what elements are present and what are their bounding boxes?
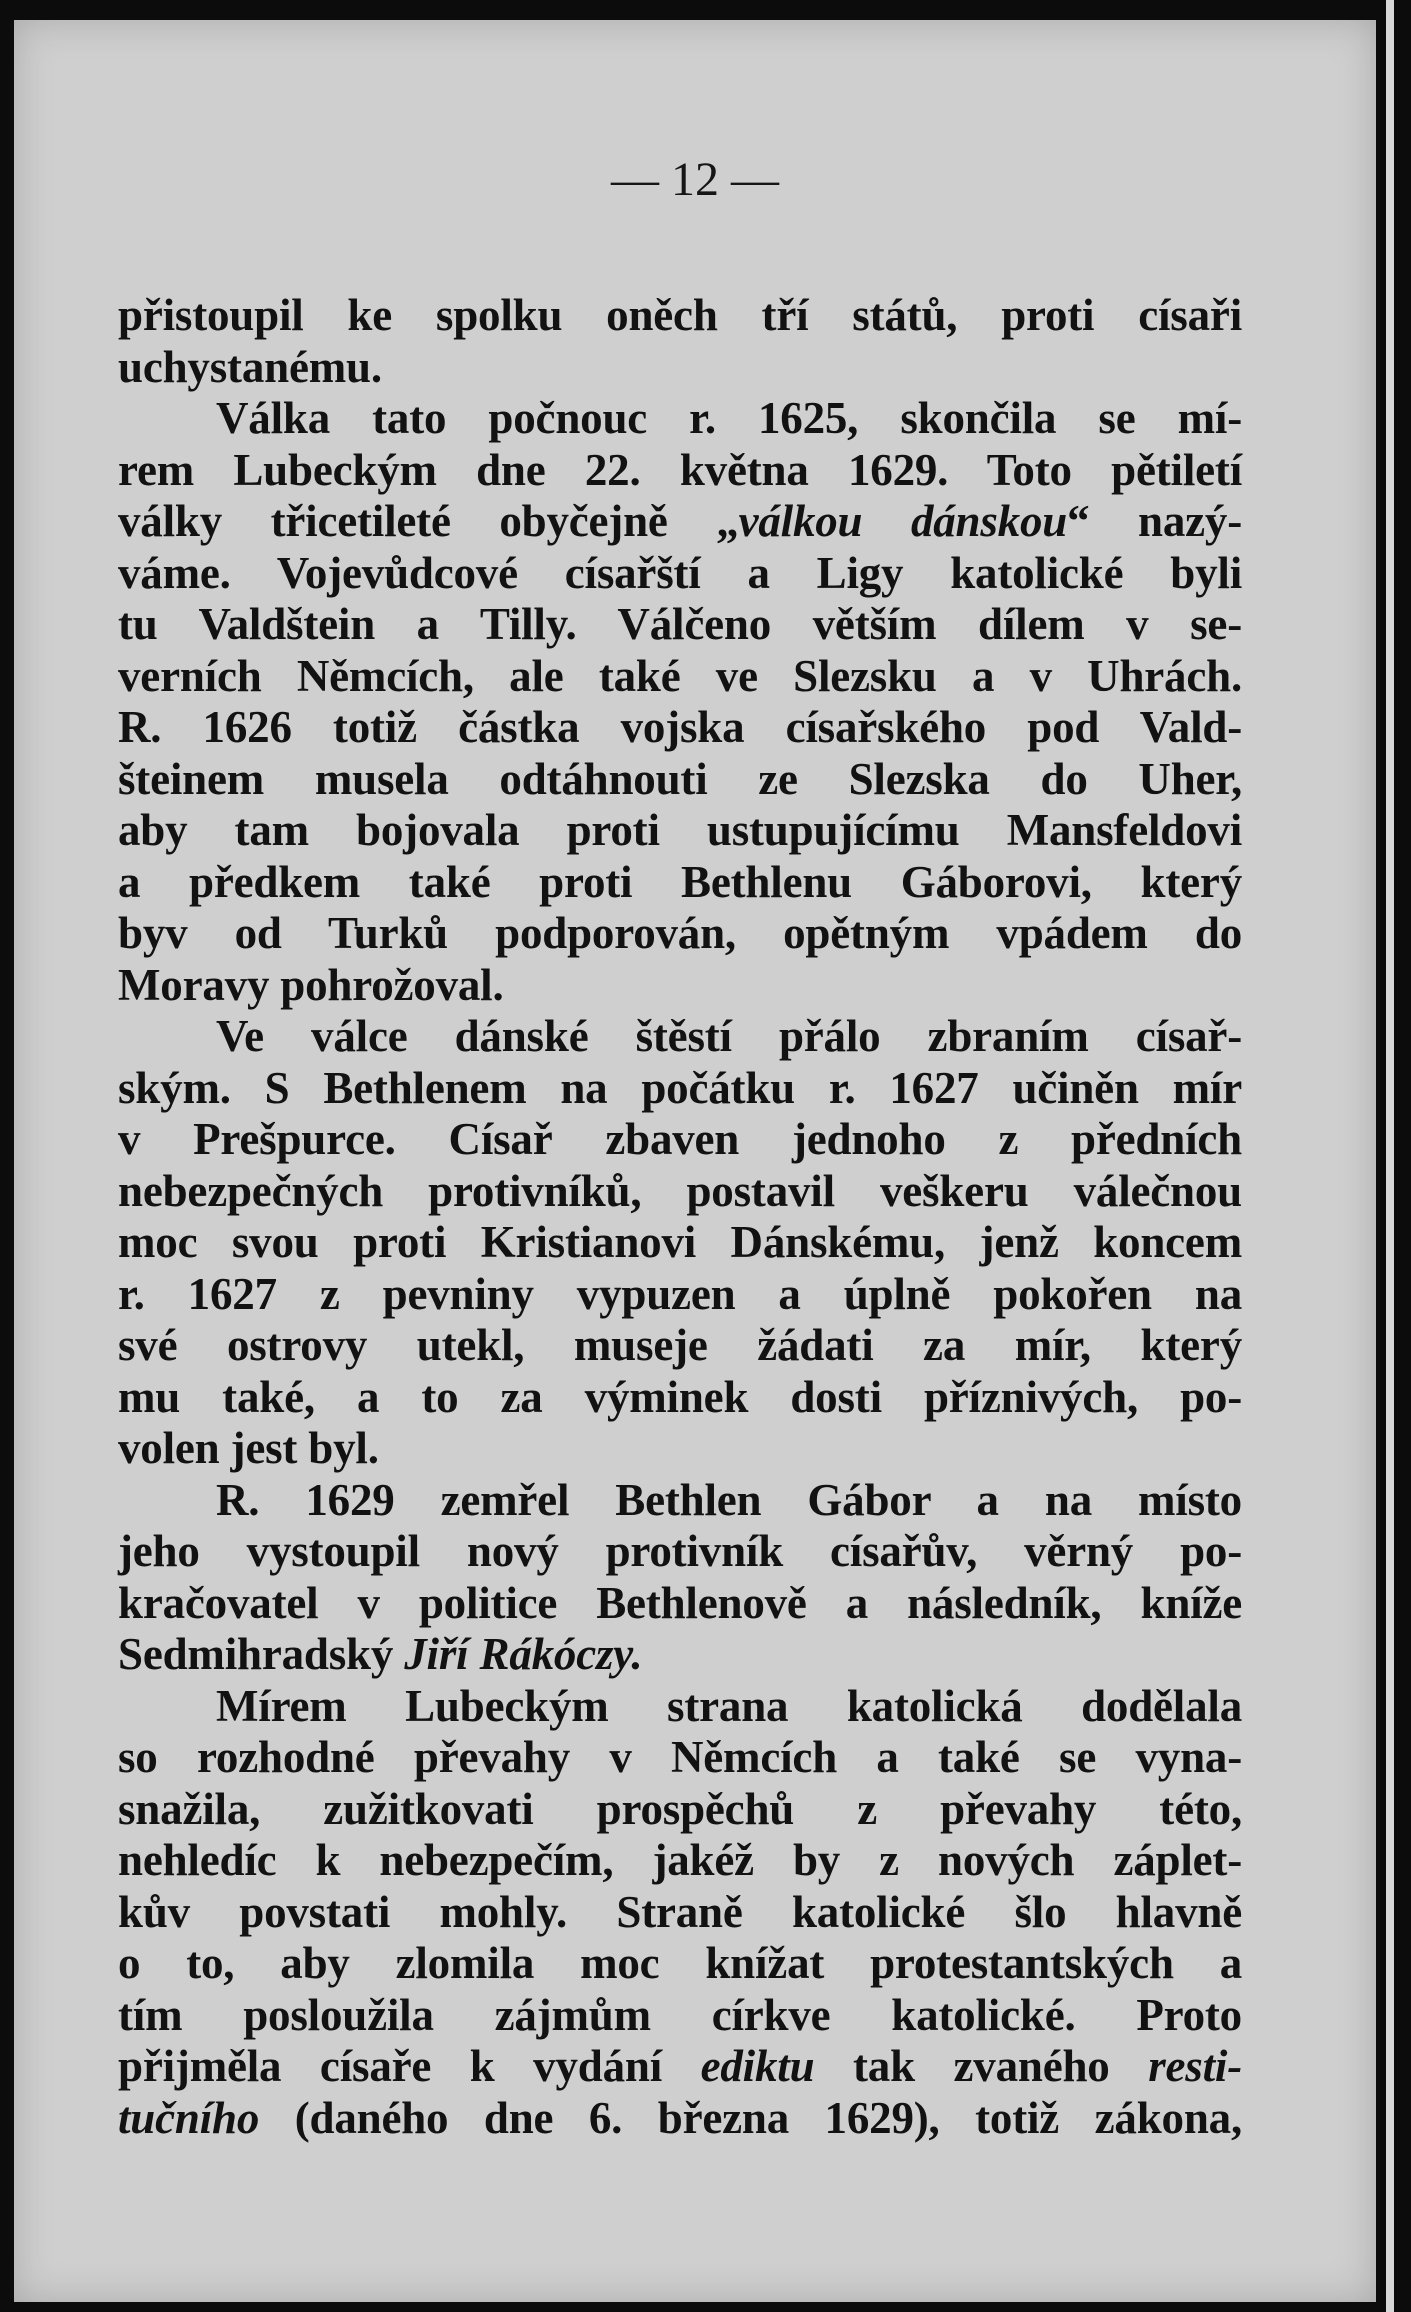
italic-text: Jiří Rákóczy. bbox=[404, 1629, 643, 1679]
text-segment: R. 1626 totiž částka vojska císařského pod Vald- bbox=[118, 702, 1242, 752]
text-line bbox=[118, 1784, 1242, 1836]
text-line bbox=[118, 1114, 1242, 1166]
text-line bbox=[118, 1732, 1242, 1784]
text-line bbox=[118, 290, 1242, 342]
text-segment: Ve válce dánské štěstí přálo zbraním císař- bbox=[216, 1011, 1242, 1061]
text-line bbox=[118, 2041, 1242, 2093]
text-segment: aby tam bojovala proti ustupujícímu Mansfeldovi bbox=[118, 805, 1242, 855]
text-line bbox=[118, 754, 1242, 806]
text-line bbox=[118, 342, 1242, 394]
page-number: — 12 — bbox=[611, 153, 779, 206]
text-segment: r. 1627 z pevniny vypuzen a úplně pokořen na bbox=[118, 1268, 1242, 1319]
text-segment: přistoupil ke spolku oněch tří států, proti císaři bbox=[118, 290, 1242, 340]
text-line bbox=[118, 1475, 1242, 1527]
text-segment: Moravy pohrožoval. bbox=[118, 959, 504, 1010]
text-segment: šteinem musela odtáhnouti ze Slezska do Uher, bbox=[118, 753, 1242, 804]
text-line bbox=[118, 599, 1242, 651]
text-line bbox=[118, 1629, 1242, 1681]
text-line bbox=[118, 548, 1242, 600]
text-segment: jeho vystoupil nový protivník císařův, věrný po- bbox=[118, 1526, 1242, 1576]
text-line bbox=[118, 1217, 1242, 1269]
text-segment: války třicetileté obyčejně „ bbox=[118, 496, 739, 546]
text-segment: rem Lubeckým dne 22. května 1629. Toto pětiletí bbox=[118, 444, 1242, 495]
text-line bbox=[118, 1011, 1242, 1063]
text-segment: (daného dne 6. března 1629), totiž zákona, bbox=[259, 2092, 1242, 2143]
text-segment: byv od Turků podporován, opětným vpádem do bbox=[118, 908, 1242, 958]
text-segment: so rozhodné převahy v Němcích a také se vyna- bbox=[118, 1732, 1242, 1782]
text-line bbox=[118, 960, 1242, 1012]
text-segment: v Prešpurce. Císař zbaven jednoho z předních bbox=[118, 1114, 1242, 1164]
text-segment: volen jest byl. bbox=[118, 1423, 379, 1473]
text-segment: nehledíc k nebezpečím, jakéž by z nových záplet- bbox=[118, 1835, 1242, 1885]
text-segment: váme. Vojevůdcové císařští a Ligy katolické byli bbox=[118, 547, 1242, 598]
text-line bbox=[118, 1269, 1242, 1321]
text-segment: tím posloužila zájmům církve katolické. Proto bbox=[118, 1989, 1242, 2040]
text-line bbox=[118, 393, 1242, 445]
italic-text: tučního bbox=[118, 2092, 260, 2143]
text-segment: a předkem také proti Bethlenu Gáborovi, který bbox=[118, 856, 1242, 907]
text-segment: tu Valdštein a Tilly. Válčeno větším dílem v se- bbox=[118, 599, 1242, 649]
text-segment: tak zvaného bbox=[814, 2041, 1149, 2091]
text-line bbox=[118, 1578, 1242, 1630]
text-segment: své ostrovy utekl, museje žádati za mír, který bbox=[118, 1320, 1242, 1370]
text-line bbox=[118, 651, 1242, 703]
text-line bbox=[118, 1372, 1242, 1424]
text-segment: nebezpečných protivníků, postavil veškeru válečnou bbox=[118, 1165, 1242, 1216]
text-line bbox=[118, 1835, 1242, 1887]
text-line bbox=[118, 1423, 1242, 1475]
text-segment: verních Němcích, ale také ve Slezsku a v Uhrách. bbox=[118, 650, 1242, 701]
page-edge bbox=[1386, 0, 1394, 2312]
text-segment: přijměla císaře k vydání bbox=[118, 2041, 701, 2091]
text-line bbox=[118, 857, 1242, 909]
body-text bbox=[118, 290, 1242, 2144]
text-line bbox=[118, 908, 1242, 960]
text-line bbox=[118, 496, 1242, 548]
text-line bbox=[118, 1166, 1242, 1218]
text-line bbox=[118, 1887, 1242, 1939]
text-segment: Sedmihradský bbox=[118, 1629, 405, 1679]
text-segment: Mírem Lubeckým strana katolická dodělala bbox=[216, 1680, 1242, 1731]
italic-text: ediktu bbox=[700, 2041, 815, 2091]
text-segment: ským. S Bethlenem na počátku r. 1627 učiněn mír bbox=[118, 1062, 1242, 1113]
italic-text: resti- bbox=[1148, 2041, 1242, 2091]
text-line bbox=[118, 1990, 1242, 2042]
text-line bbox=[118, 2093, 1242, 2145]
text-segment: mu také, a to za výminek dosti příznivých, po- bbox=[118, 1371, 1242, 1422]
text-segment: moc svou proti Kristianovi Dánskému, jenž koncem bbox=[118, 1217, 1242, 1267]
italic-text: válkou dánskou bbox=[738, 496, 1068, 546]
text-segment: Válka tato počnouc r. 1625, skončila se mí- bbox=[216, 393, 1242, 443]
text-line bbox=[118, 1063, 1242, 1115]
text-segment: kův povstati mohly. Straně katolické šlo hlavně bbox=[118, 1886, 1242, 1937]
text-line bbox=[118, 1526, 1242, 1578]
text-segment: o to, aby zlomila moc knížat protestantských a bbox=[118, 1938, 1242, 1988]
text-line bbox=[118, 1320, 1242, 1372]
text-line bbox=[118, 805, 1242, 857]
text-segment: uchystanému. bbox=[118, 341, 382, 392]
text-line bbox=[118, 1938, 1242, 1990]
text-line bbox=[118, 445, 1242, 497]
text-line bbox=[118, 1681, 1242, 1733]
book-page bbox=[14, 20, 1376, 2302]
text-segment: “ nazý- bbox=[1067, 496, 1242, 546]
text-line bbox=[118, 702, 1242, 754]
text-segment: snažila, zužitkovati prospěchů z převahy této, bbox=[118, 1783, 1242, 1834]
text-segment: kračovatel v politice Bethlenově a následník, kníže bbox=[118, 1577, 1242, 1628]
text-segment: R. 1629 zemřel Bethlen Gábor a na místo bbox=[216, 1474, 1242, 1525]
